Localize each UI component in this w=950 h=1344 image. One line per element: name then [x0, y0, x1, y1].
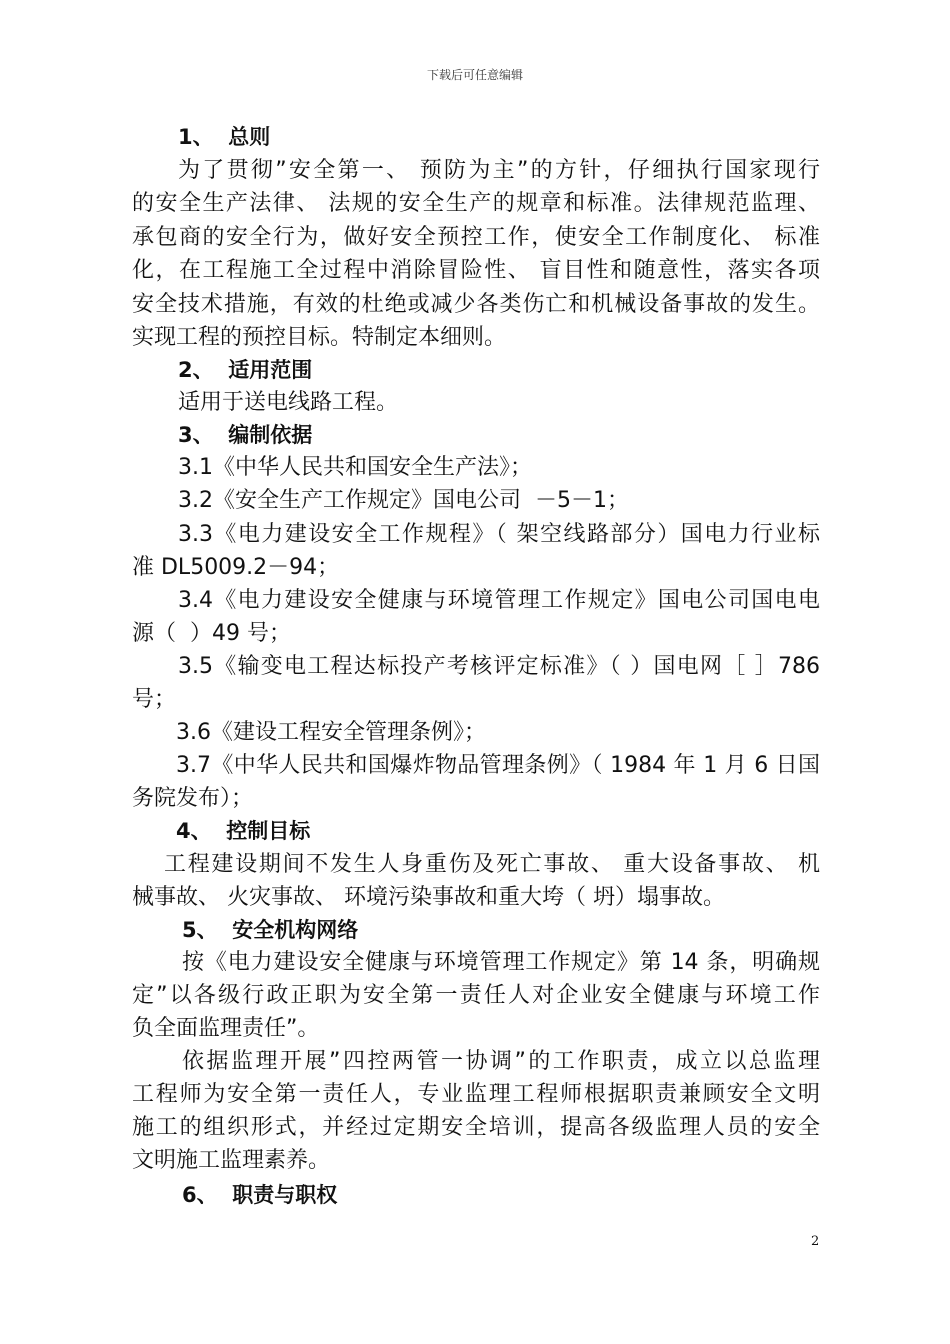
text-line: 依据监理开展”四控两管一协调”的工作职责，成立以总监理 [182, 1049, 820, 1074]
section-heading: 4、 控制目标 [176, 819, 311, 843]
text-line: 3.7《中华人民共和国爆炸物品管理条例》（ 1984 年 1 月 6 日国 [176, 753, 820, 778]
page-header: 下载后可任意编辑 [426, 68, 523, 82]
section-heading: 5、 安全机构网络 [182, 918, 359, 942]
text-line: 化，在工程施工全过程中消除冒险性、 盲目性和随意性，落实各项 [132, 258, 820, 283]
text-line: 准 DL5009.2－94； [132, 555, 340, 580]
text-line: 务院发布）； [132, 786, 254, 811]
text-line: 3.3《电力建设安全工作规程》（ 架空线路部分）国电力行业标 [178, 522, 820, 547]
text-line: 承包商的安全行为，做好安全预控工作，使安全工作制度化、 标准 [132, 225, 820, 250]
text-line: 按《电力建设安全健康与环境管理工作规定》第 14 条，明确规 [182, 950, 820, 975]
text-line: 工程师为安全第一责任人，专业监理工程师根据职责兼顾安全文明 [132, 1082, 820, 1107]
text-line: 源（ ）49 号； [132, 621, 291, 646]
text-line: 文明施工监理素养。 [132, 1148, 331, 1173]
text-line: 的安全生产法律、 法规的安全生产的规章和标准。法律规范监理、 [132, 191, 820, 216]
section-heading: 3、 编制依据 [178, 423, 313, 447]
text-line: 3.1《中华人民共和国安全生产法》； [178, 455, 532, 480]
text-line: 号； [132, 687, 177, 712]
text-line: 实现工程的预控目标。特制定本细则。 [132, 325, 507, 350]
text-line: 3.6《建设工程安全管理条例》； [176, 720, 486, 745]
text-line: 为了贯彻”安全第一、 预防为主”的方针，仔细执行国家现行 [178, 158, 820, 183]
text-line: 施工的组织形式，并经过定期安全培训，提高各级监理人员的安全 [132, 1115, 820, 1140]
text-line: 安全技术措施，有效的杜绝或减少各类伤亡和机械设备事故的发生。 [132, 292, 820, 317]
page-number: 2 [811, 1234, 820, 1249]
text-line: 负全面监理责任”。 [132, 1016, 320, 1041]
text-line: 适用于送电线路工程。 [178, 390, 399, 415]
text-line: 械事故、 火灾事故、 环境污染事故和重大垮（ 坍）塌事故。 [132, 885, 725, 910]
section-heading: 1、 总则 [178, 125, 271, 149]
text-line: 3.4《电力建设安全健康与环境管理工作规定》国电公司国电电 [178, 588, 820, 613]
text-line: 定”以各级行政正职为安全第一责任人对企业安全健康与环境工作 [132, 983, 820, 1008]
section-heading: 2、 适用范围 [178, 358, 313, 382]
text-line: 3.5《输变电工程达标投产考核评定标准》（ ）国电网［ ］786 [178, 654, 820, 679]
section-heading: 6、 职责与职权 [182, 1183, 338, 1207]
text-line: 3.2《安全生产工作规定》国电公司 －5－1； [178, 488, 629, 513]
text-line: 工程建设期间不发生人身重伤及死亡事故、 重大设备事故、 机 [164, 852, 820, 877]
